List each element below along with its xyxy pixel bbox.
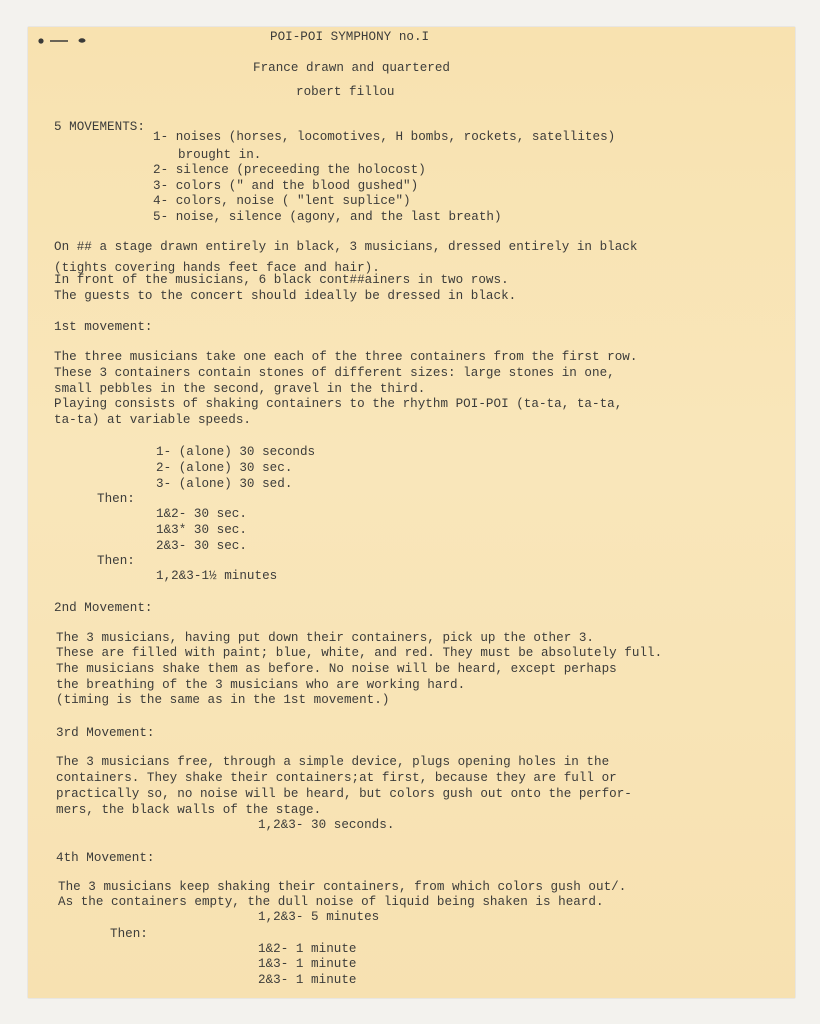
movement-item: brought in. (178, 148, 262, 162)
movement-item: 1- noises (horses, locomotives, H bombs, rockets, satellites) (153, 130, 616, 144)
movement-item: 2- silence (preceeding the holocost) (153, 163, 426, 177)
intro-line: (tights covering hands feet face and hair). (54, 261, 380, 275)
movement-2-text: The musicians shake them as before. No noise will be heard, except perhaps (56, 662, 617, 676)
movement-4-heading: 4th Movement: (56, 851, 155, 865)
document-title: POI-POI SYMPHONY no.I (270, 30, 430, 44)
movement-4-then: Then: (110, 927, 148, 941)
movement-3-text: mers, the black walls of the stage. (56, 803, 322, 817)
movement-1-pair-timing: 1&3* 30 sec. (156, 523, 247, 537)
movement-1-text: Playing consists of shaking containers to the rhythm POI-POI (ta-ta, ta-ta, (54, 397, 623, 411)
movement-2-heading: 2nd Movement: (54, 601, 153, 615)
movement-3-text: containers. They shake their containers;at first, because they are full or (56, 771, 617, 785)
movement-1-solo-timing: 1- (alone) 30 seconds (156, 445, 316, 459)
movement-1-solo-timing: 2- (alone) 30 sec. (156, 461, 293, 475)
movement-1-text: ta-ta) at variable speeds. (54, 413, 252, 427)
movement-2-text: These are filled with paint; blue, white, and red. They must be absolutely full. (56, 646, 663, 660)
movement-item: 5- noise, silence (agony, and the last breath) (153, 210, 502, 224)
movement-1-heading: 1st movement: (54, 320, 153, 334)
movement-4-pair-timing: 1&2- 1 minute (258, 942, 357, 956)
movement-item: 3- colors (" and the blood gushed") (153, 179, 419, 193)
movement-1-then: Then: (97, 492, 135, 506)
movement-3-text: The 3 musicians free, through a simple device, plugs opening holes in the (56, 755, 610, 769)
movement-3-heading: 3rd Movement: (56, 726, 155, 740)
movement-4-pair-timing: 2&3- 1 minute (258, 973, 357, 987)
movement-1-text: These 3 containers contain stones of different sizes: large stones in one, (54, 366, 615, 380)
document-subtitle: France drawn and quartered (253, 61, 451, 75)
movement-1-text: The three musicians take one each of the three containers from the first row. (54, 350, 638, 364)
movement-1-solo-timing: 3- (alone) 30 sed. (156, 477, 293, 491)
movement-2-text: (timing is the same as in the 1st movement.) (56, 693, 390, 707)
movement-4-pair-timing: 1&3- 1 minute (258, 957, 357, 971)
movement-4-text: The 3 musicians keep shaking their containers, from which colors gush out/. (58, 880, 627, 894)
movement-1-then: Then: (97, 554, 135, 568)
movements-heading: 5 MOVEMENTS: (54, 120, 145, 134)
document-author: robert fillou (296, 85, 395, 99)
movement-1-all-timing: 1,2&3-1½ minutes (156, 569, 278, 583)
movement-1-pair-timing: 1&2- 30 sec. (156, 507, 247, 521)
movement-3-text: practically so, no noise will be heard, but colors gush out onto the perfor- (56, 787, 632, 801)
movement-1-pair-timing: 2&3- 30 sec. (156, 539, 247, 553)
movement-2-text: The 3 musicians, having put down their containers, pick up the other 3. (56, 631, 595, 645)
movement-item: 4- colors, noise ( "lent suplice") (153, 194, 411, 208)
movement-4-text: As the containers empty, the dull noise of liquid being shaken is heard. (58, 895, 604, 909)
movement-1-text: small pebbles in the second, gravel in the third. (54, 382, 426, 396)
intro-line: The guests to the concert should ideally be dressed in black. (54, 289, 517, 303)
movement-3-timing: 1,2&3- 30 seconds. (258, 818, 395, 832)
ink-smudge-mark (38, 36, 90, 46)
intro-line: In front of the musicians, 6 black cont##ainers in two rows. (54, 273, 509, 287)
movement-4-timing: 1,2&3- 5 minutes (258, 910, 380, 924)
intro-line: On ## a stage drawn entirely in black, 3 musicians, dressed entirely in black (54, 240, 638, 254)
movement-2-text: the breathing of the 3 musicians who are working hard. (56, 678, 466, 692)
